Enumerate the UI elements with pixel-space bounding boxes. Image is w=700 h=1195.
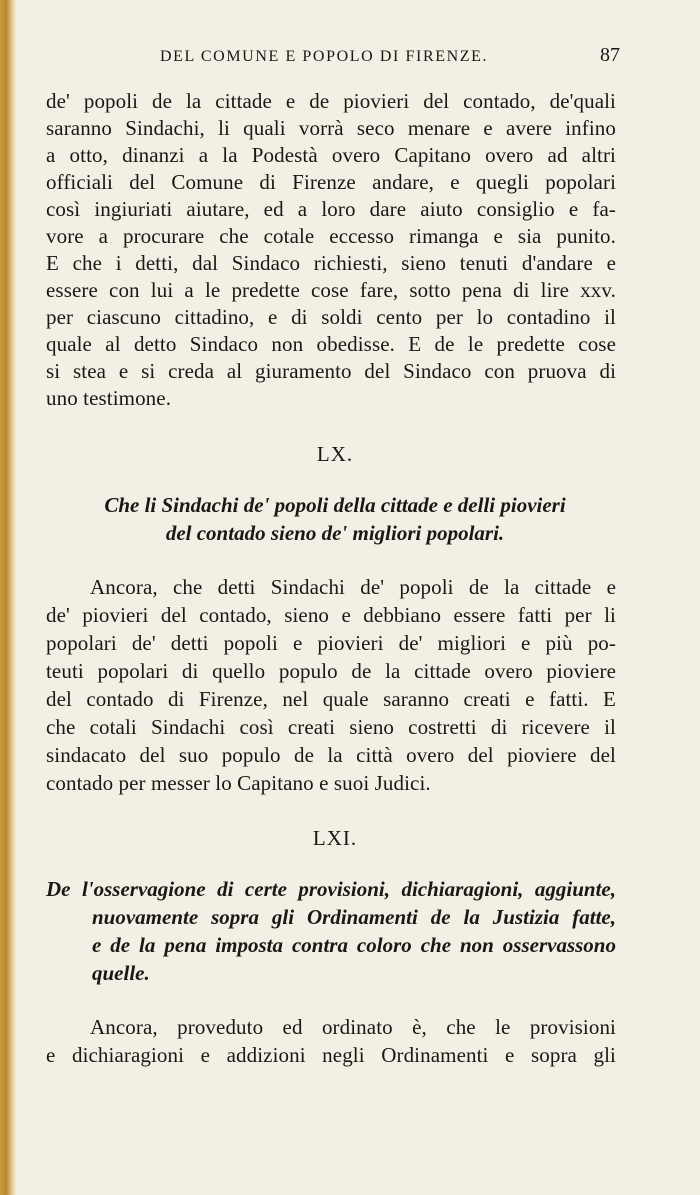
page-number: 87 — [600, 44, 620, 66]
text-line: teuti popolari di quello populo de la cittade overo pioviere — [46, 659, 616, 683]
section-heading-line: nuovamente sopra gli Ordinamenti de la Justizia fatte, — [92, 905, 616, 929]
text-line: officiali del Comune di Firenze andare, e quegli popolari — [46, 170, 616, 194]
text-line: popolari de' detti popoli e piovieri de' migliori e più po- — [46, 631, 616, 655]
text-line: sindacato del suo populo de la città overo del pioviere del — [46, 743, 616, 767]
text-line: contado per messer lo Capitano e suoi Judici. — [46, 771, 431, 795]
section-heading-line: Che li Sindachi de' popoli della cittade e delli piovieri — [104, 493, 566, 517]
text-line: del contado di Firenze, nel quale saranno creati e fatti. E — [46, 687, 616, 711]
section-number: LXI. — [312, 826, 358, 850]
text-line: Ancora, proveduto ed ordinato è, che le provisioni — [90, 1015, 616, 1039]
text-line: saranno Sindachi, li quali vorrà seco menare e avere infino — [46, 116, 616, 140]
text-line: Ancora, che detti Sindachi de' popoli de la cittade e — [90, 575, 616, 599]
text-line: per ciascuno cittadino, e di soldi cento per lo contadino il — [46, 305, 616, 329]
text-line: essere con lui a le predette cose fare, sotto pena di lire xxv. — [46, 278, 616, 302]
section-heading-line: quelle. — [92, 961, 150, 985]
text-line: de' popoli de la cittade e de piovieri del contado, de'quali — [46, 89, 616, 113]
text-line: de' piovieri del contado, sieno e debbiano essere fatti per li — [46, 603, 616, 627]
text-line: quale al detto Sindaco non obedisse. E de le predette cose — [46, 332, 616, 356]
text-line: e dichiaragioni e addizioni negli Ordinamenti e sopra gli — [46, 1043, 616, 1067]
text-line: si stea e si creda al giuramento del Sindaco con pruova di — [46, 359, 616, 383]
text-line: che cotali Sindachi così creati sieno costretti di ricevere il — [46, 715, 616, 739]
text-line: vore a procurare che cotale eccesso rimanga e sia punito. — [46, 224, 616, 248]
text-line: così ingiuriati aiutare, ed a loro dare aiuto consiglio e fa- — [46, 197, 616, 221]
section-heading-line: De l'osservagione di certe provisioni, dichiaragioni, aggiunte, — [46, 877, 616, 901]
section-heading-line: del contado sieno de' migliori popolari. — [165, 521, 505, 545]
running-head: DEL COMUNE E POPOLO DI FIRENZE. — [160, 48, 489, 65]
section-number: LX. — [316, 442, 354, 466]
text-line: uno testimone. — [46, 386, 172, 410]
section-heading-line: e de la pena imposta contra coloro che non osservassono — [92, 933, 616, 957]
text-line: E che i detti, dal Sindaco richiesti, sieno tenuti d'andare e — [46, 251, 616, 275]
text-line: a otto, dinanzi a la Podestà overo Capitano overo ad altri — [46, 143, 616, 167]
